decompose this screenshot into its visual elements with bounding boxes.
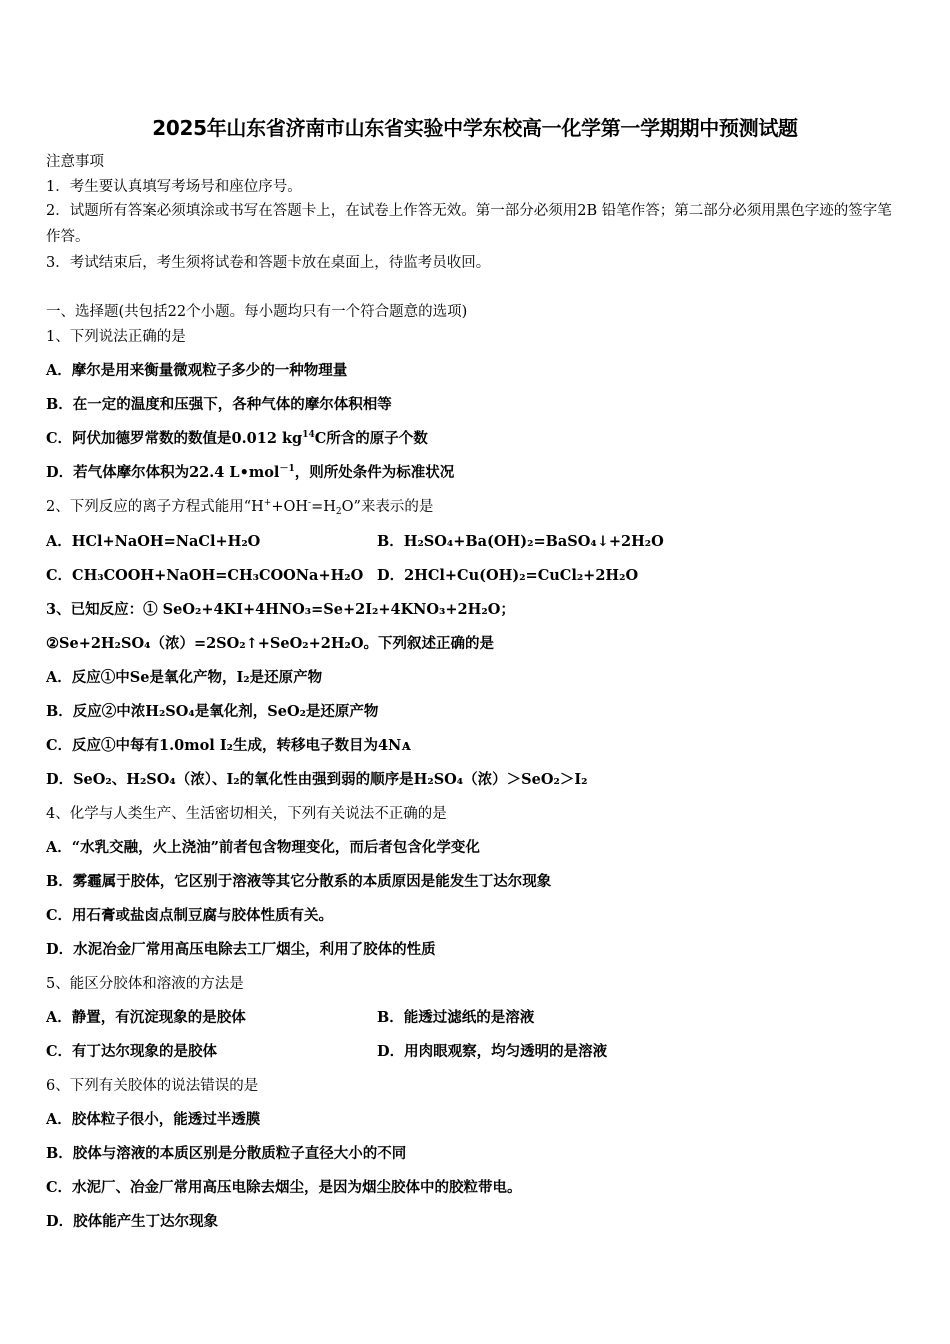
- question-stem: [46, 497, 433, 517]
- notice-heading: 注意事项: [46, 154, 104, 170]
- notice-item: 2．试题所有答案必须填涂或书写在答题卡上，在试卷上作答无效。第一部分必须用2B 铅笔作答；第二部分必须用黑色字迹的签字笔作答。: [46, 203, 892, 245]
- option-a: A．摩尔是用来衡量微观粒子多少的一种物理量: [46, 362, 348, 379]
- option-c-text-end: C所含的原子个数: [314, 430, 428, 447]
- page-title: 2025年山东省济南市山东省实验中学东校高一化学第一学期期中预测试题: [152, 116, 798, 140]
- subscript: 2: [335, 507, 342, 517]
- question-stem: 3、已知反应：① SeO₂+4KI+4HNO₃=Se+2I₂+4KNO₃+2H₂O；: [46, 601, 515, 618]
- option-d: D．2HCl+Cu(OH)₂=CuCl₂+2H₂O: [377, 567, 639, 584]
- option-c: C．反应①中每有1.0mol I₂生成，转移电子数目为4Nᴀ: [46, 737, 411, 754]
- charge-superscript: -: [308, 498, 312, 508]
- stem-text: 2、下列反应的离子方程式能用“H: [46, 499, 264, 515]
- option-c: C．用石膏或盐卤点制豆腐与胶体性质有关。: [46, 907, 334, 924]
- option-c: C．CH₃COOH+NaOH=CH₃COONa+H₂O: [46, 567, 364, 584]
- notice-item: 1．考生要认真填写考场号和座位序号。: [46, 179, 302, 195]
- option-d: D．胶体能产生丁达尔现象: [46, 1213, 219, 1230]
- option-c: C．水泥厂、冶金厂常用高压电除去烟尘，是因为烟尘胶体中的胶粒带电。: [46, 1179, 522, 1196]
- option-b: B．反应②中浓H₂SO₄是氧化剂，SeO₂是还原产物: [46, 703, 379, 720]
- option-c-text: C．阿伏加德罗常数的数值是0.012 kg: [46, 430, 303, 447]
- stem-text: +OH: [271, 499, 309, 515]
- option-d-text: D．若气体摩尔体积为22.4 L•mol: [46, 464, 280, 481]
- isotope-superscript: 14: [302, 430, 315, 440]
- option-c: [46, 429, 428, 449]
- notice-item: 3．考试结束后，考生须将试卷和答题卡放在桌面上，待监考员收回。: [46, 255, 491, 271]
- option-a: A．“水乳交融，火上浇油”前者包含物理变化，而后者包含化学变化: [46, 839, 480, 856]
- question-stem-cont: ②Se+2H₂SO₄（浓）=2SO₂↑+SeO₂+2H₂O。下列叙述正确的是: [46, 635, 495, 652]
- question-stem: 4、化学与人类生产、生活密切相关，下列有关说法不正确的是: [46, 806, 447, 822]
- charge-superscript: +: [263, 498, 272, 508]
- option-b: B．能透过滤纸的是溶液: [377, 1009, 535, 1026]
- question-stem: 5、能区分胶体和溶液的方法是: [46, 976, 244, 992]
- option-c: C．有丁达尔现象的是胶体: [46, 1043, 218, 1060]
- option-a: A．胶体粒子很小，能透过半透膜: [46, 1111, 261, 1128]
- stem-text: O”来表示的是: [341, 499, 434, 515]
- option-b: B．胶体与溶液的本质区别是分散质粒子直径大小的不同: [46, 1145, 407, 1162]
- unit-superscript: －1: [279, 464, 295, 474]
- option-b: B．H₂SO₄+Ba(OH)₂=BaSO₄↓+2H₂O: [377, 533, 664, 550]
- option-a: A．反应①中Se是氧化产物，I₂是还原产物: [46, 669, 323, 686]
- option-b: B．雾霾属于胶体，它区别于溶液等其它分散系的本质原因是能发生丁达尔现象: [46, 873, 552, 890]
- stem-text: =H: [311, 499, 336, 515]
- option-a: A．静置，有沉淀现象的是胶体: [46, 1009, 246, 1026]
- option-b: B．在一定的温度和压强下，各种气体的摩尔体积相等: [46, 396, 392, 413]
- option-d: D．SeO₂、H₂SO₄（浓）、I₂的氧化性由强到弱的顺序是H₂SO₄（浓）＞SeO₂＞I₂: [46, 771, 588, 788]
- option-d: [46, 463, 454, 483]
- option-d-text-end: ，则所处条件为标准状况: [294, 464, 455, 481]
- option-d: D．用肉眼观察，均匀透明的是溶液: [377, 1043, 608, 1060]
- question-stem: 6、下列有关胶体的说法错误的是: [46, 1078, 259, 1094]
- section-heading: 一、选择题(共包括22个小题。每小题均只有一个符合题意的选项): [46, 304, 468, 320]
- option-d: D．水泥冶金厂常用高压电除去工厂烟尘，利用了胶体的性质: [46, 941, 436, 958]
- option-a: A．HCl+NaOH=NaCl+H₂O: [46, 533, 261, 550]
- question-stem: 1、下列说法正确的是: [46, 329, 186, 345]
